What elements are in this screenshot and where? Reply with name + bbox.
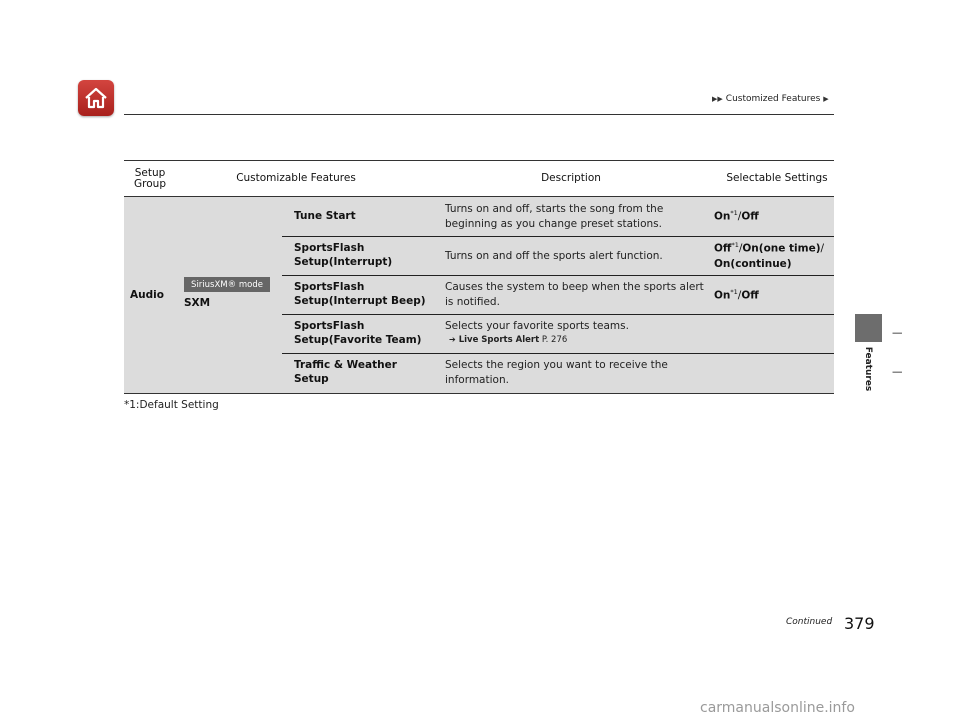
cross-reference-link[interactable]: ➔ Live Sports Alert P. 276 bbox=[449, 334, 568, 345]
header-description: Description bbox=[541, 172, 601, 185]
subgroup-sxm: SXM bbox=[184, 297, 211, 309]
selectable-settings: — bbox=[892, 366, 903, 378]
cross-reference-arrow-icon: ➔ bbox=[449, 334, 456, 344]
table-row bbox=[282, 314, 903, 353]
header-setup-group: Setup Group bbox=[134, 166, 166, 190]
watermark: carmanualsonline.info bbox=[700, 700, 855, 716]
section-tab[interactable] bbox=[855, 314, 882, 342]
table-row bbox=[282, 275, 834, 314]
table-row bbox=[282, 236, 834, 275]
breadcrumb[interactable] bbox=[712, 94, 829, 104]
siriusxm-mode-badge: SiriusXM® mode bbox=[184, 277, 270, 292]
feature-name: SportsFlash Setup(Interrupt Beep) bbox=[294, 281, 426, 308]
selectable-settings: On$^{*1}$/Off bbox=[714, 288, 759, 302]
breadcrumb-label: Customized Features bbox=[725, 94, 821, 104]
breadcrumb-arrow-icon: ▶▶ bbox=[712, 95, 723, 103]
header-rule bbox=[124, 114, 834, 115]
selectable-settings: On$^{*1}$/Off bbox=[714, 209, 759, 223]
setup-group-audio: Audio bbox=[130, 289, 164, 301]
home-icon bbox=[83, 86, 109, 110]
settings-table bbox=[124, 160, 903, 394]
feature-name: Traffic & Weather Setup bbox=[294, 359, 397, 386]
header-customizable-features: Customizable Features bbox=[236, 172, 356, 185]
page-number: 379 bbox=[844, 614, 875, 633]
feature-description: Causes the system to beep when the sports alert is notified. bbox=[445, 281, 704, 308]
continued-label: Continued bbox=[786, 617, 833, 627]
selectable-settings: Off$^{*1}$/On(one time)/ On(continue) bbox=[714, 241, 825, 270]
feature-description: Turns on and off, starts the song from the beginning as you change preset stations. bbox=[445, 203, 664, 230]
home-button[interactable] bbox=[78, 80, 114, 116]
footnote: *1:Default Setting bbox=[124, 399, 219, 411]
table-row bbox=[282, 197, 834, 236]
table-header bbox=[124, 161, 834, 197]
header-selectable-settings: Selectable Settings bbox=[726, 172, 828, 185]
section-label: Features bbox=[863, 346, 873, 392]
feature-description: Selects the region you want to receive the information. bbox=[445, 359, 668, 386]
feature-name: SportsFlash Setup(Interrupt) bbox=[294, 242, 393, 269]
selectable-settings: — bbox=[892, 327, 903, 339]
feature-description: Turns on and off the sports alert function. bbox=[445, 250, 663, 262]
feature-description: Selects your favorite sports teams. ➔ Live Sports Alert P. 276 bbox=[445, 319, 705, 347]
feature-name: Tune Start bbox=[294, 210, 356, 222]
feature-name: SportsFlash Setup(Favorite Team) bbox=[294, 320, 422, 347]
breadcrumb-arrow-icon: ▶ bbox=[823, 95, 829, 103]
